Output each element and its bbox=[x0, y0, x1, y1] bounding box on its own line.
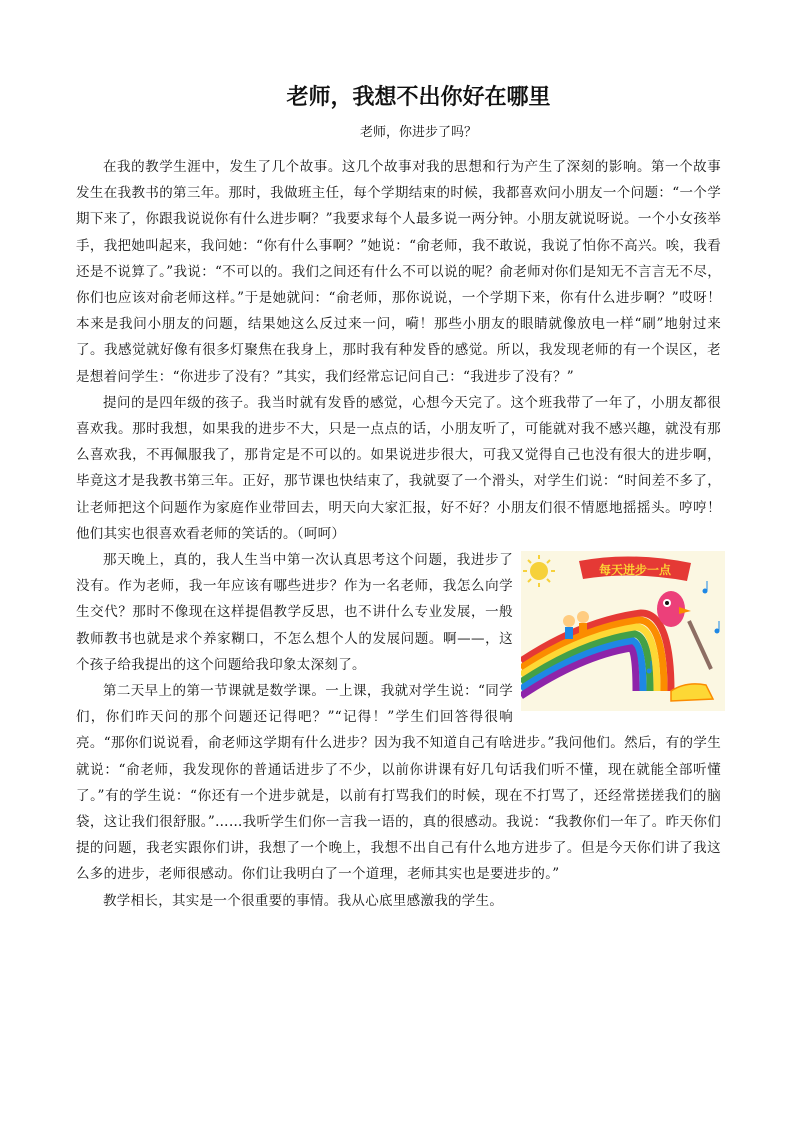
article-title: 老师，我想不出你好在哪里 bbox=[286, 85, 551, 110]
rainbow-illustration bbox=[521, 551, 725, 711]
paragraph-1: 在我的教学生涯中，发生了几个故事。这几个故事对我的思想和行为产生了深刻的影响。第一个故事发生在我教书的第三年。那时，我做班主任，每个学期结束的时候，我都喜欢问小朋友一个问题：“一个学期下来了，你跟我说说你有什么进步啊？”我要求每个人最多说一两分钟。小朋友就说呀说。一个小女孩举手，我把她叫起来，我问她：“你有什么事啊？”她说：“俞老师，我不敢说，我说了怕你不高兴。唉，我看还是不说算了。”我说：“不可以的。我们之间还有什么不可以说的呢？俞老师对你们是知无不言言无不尽，你们也应该对俞老师这样。”于是她就问：“俞老师，那你说说，一个学期下来，你有什么进步啊？”哎呀！本来是我问小朋友的问题，结果她这么反过来一问，嗬！那些小朋友的眼睛就像放电一样“刷”地射过来了。我感觉就好像有很多灯聚焦在我身上，那时我有种发昏的感觉。所以，我发现老师的有一个误区，老是想着问学生：“你进步了没有？”其实，我们经常忘记问自己：“我进步了没有？” bbox=[76, 159, 721, 385]
banner-text: 每天进步一点 bbox=[598, 563, 672, 578]
paragraph-2: 提问的是四年级的孩子。我当时就有发昏的感觉，心想今天完了。这个班我带了一年了，小朋友都很喜欢我。那时我想，如果我的进步不大，只是一点点的话，小朋友听了，可能就对我不感兴趣，就没有那么喜欢我，不再佩服我了，那肯定是不可以的。如果说进步很大，可我又觉得自己也没有很大的进步啊，毕竟这才是我教书第三年。正好，那节课也快结束了，我就耍了一个滑头，对学生们说：“时间差不多了，让老师把这个问题作为家庭作业带回去，明天向大家汇报，好不好？小朋友们很不情愿地摇摇头。哼哼！他们其实也很喜欢看老师的笑话的。（呵呵） bbox=[76, 394, 721, 542]
paragraph-4: 第二天早上的第一节课就是数学课。一上课，我就对学生说：“同学们，你们昨天问的那个问题还记得吧？”“记得！”学生们回答得很响亮。“那你们说说看，俞老师这学期有什么进步？因为我不知道自己有啥进步。”我问他们。然后，有的学生就说：“俞老师，我发现你的普通话进步了不少，以前你讲课有好几句话我们听不懂，现在就能全部听懂了。”有的学生说：“你还有一个进步就是，以前有打骂我们的时候，现在不打骂了，还经常搓搓我们的脑袋，这让我们很舒服。”……我听学生们你一言我一语的，真的很感动。我说：“我教你们一年了。昨天你们提的问题，我老实跟你们讲，我想了一个晚上，我想不出自己有什么地方进步了。但是今天你们讲了我这么多的进步，老师很感动。你们让我明白了一个道理，老师其实也是要进步的。” bbox=[76, 683, 721, 883]
paragraph-5: 教学相长，其实是一个很重要的事情。我从心底里感激我的学生。 bbox=[103, 892, 504, 909]
document-page bbox=[76, 80, 721, 914]
article-subtitle: 老师，你进步了吗？ bbox=[359, 125, 477, 140]
paragraph-3: 那天晚上，真的，我人生当中第一次认真思考这个问题，我进步了没有。作为老师，我一年应该有哪些进步？作为一名老师，我怎么向学生交代？那时不像现在这样提倡教学反思，也不讲什么专业发展，一般教师教书也就是求个养家糊口，不怎么想个人的发展问题。啊——，这个孩子给我提出的这个问题给我印象太深刻了。 bbox=[76, 552, 513, 673]
